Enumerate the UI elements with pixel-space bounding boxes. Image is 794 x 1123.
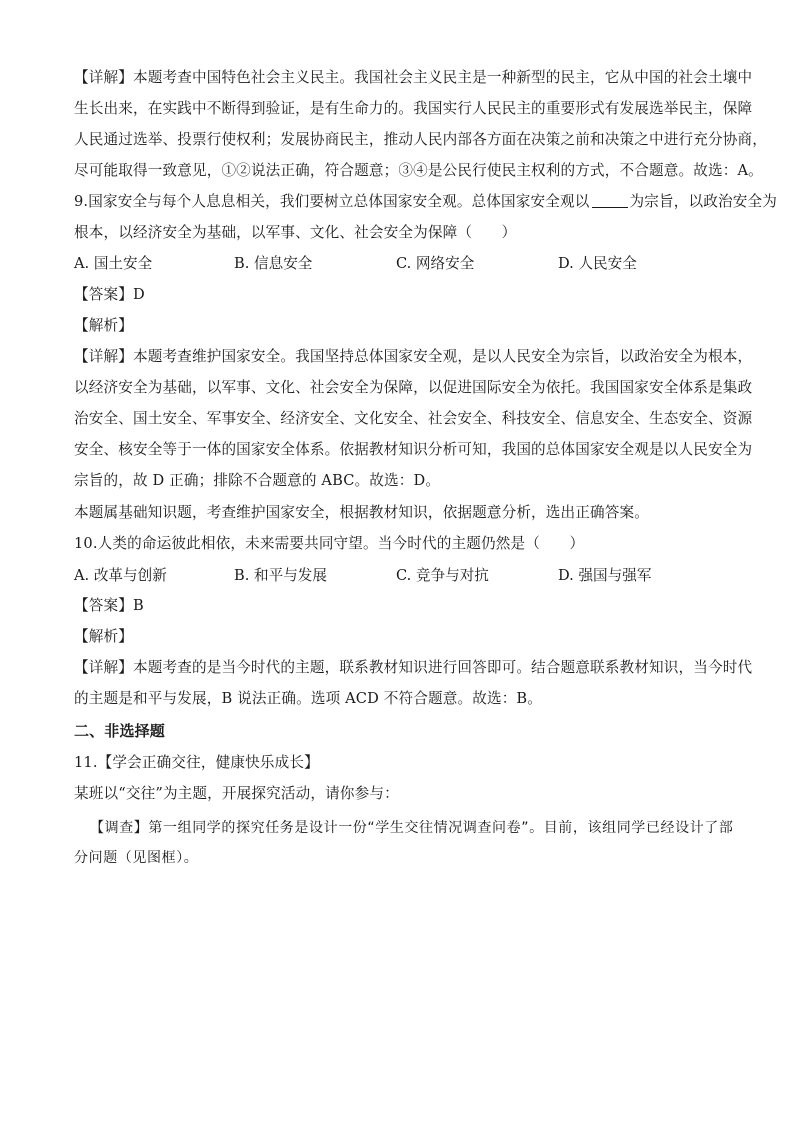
q8-detail-line: 尽可能取得一致意见，①②说法正确，符合题意；③④是公民行使民主权利的方式，不合题意。故选：A。	[74, 162, 763, 179]
q9-stem-part-a: 9.国家安全与每个人息息相关，我们要树立总体国家安全观。总体国家安全观以	[74, 193, 590, 210]
q10-option-a: A. 改革与创新	[74, 567, 167, 584]
q9-option-d: D. 人民安全	[558, 255, 637, 272]
q9-detail-line: 安全、核安全等于一体的国家安全体系。依据教材知识分析可知，我国的总体国家安全观是以人民安全为	[74, 441, 753, 458]
q8-detail-line: 【详解】本题考查中国特色社会主义民主。我国社会主义民主是一种新型的民主，它从中国的社会土壤中	[74, 69, 753, 86]
q9-analysis-label: 【解析】	[74, 317, 133, 334]
q10-stem: 10.人类的命运彼此相依，未来需要共同守望。当今时代的主题仍然是（ ）	[74, 535, 585, 552]
q10-answer: 【答案】B	[74, 597, 144, 614]
q9-detail-line: 以经济安全为基础，以军事、文化、社会安全为保障，以促进国际安全为依托。我国国家安全体系是集政	[74, 379, 753, 396]
q10-option-d: D. 强国与强军	[558, 567, 652, 584]
q8-detail-line: 人民通过选举、投票行使权利；发展协商民主，推动人民内部各方面在决策之前和决策之中进行充分协商，	[74, 131, 767, 148]
q10-detail-line: 【详解】本题考查的是当今时代的主题，联系教材知识进行回答即可。结合题意联系教材知识，当今时代	[74, 659, 753, 676]
q9-detail-line: 宗旨的，故 D 正确；排除不合题意的 ABC。故选：D。	[74, 472, 441, 489]
survey-text-line: 【调查】第一组同学的探究任务是设计一份“学生交往情况调查问卷”。目前，该组同学已经设计了部	[90, 820, 734, 836]
q11-intro: 某班以“交往”为主题，开展探究活动，请你参与：	[74, 785, 399, 802]
q9-option-b: B. 信息安全	[234, 255, 313, 272]
q10-option-b: B. 和平与发展	[234, 567, 327, 584]
q9-stem-part-b: 为宗旨，以政治安全为	[629, 193, 777, 210]
q11-title: 11.【学会正确交往，健康快乐成长】	[74, 754, 319, 771]
q9-detail-line: 治安全、国土安全、军事安全、经济安全、文化安全、社会安全、科技安全、信息安全、生态安全、资源	[74, 410, 753, 427]
survey-text-line: 分问题（见图框）。	[74, 850, 199, 866]
q9-stem	[74, 192, 777, 212]
q8-detail-line: 生长出来，在实践中不断得到验证，是有生命力的。我国实行人民民主的重要形式有发展选举民主，保障	[74, 100, 753, 117]
q9-option-a: A. 国土安全	[74, 255, 153, 272]
q10-option-c: C. 竞争与对抗	[396, 567, 489, 584]
section-heading: 二、非选择题	[74, 722, 165, 740]
answer-blank	[592, 193, 628, 208]
q10-analysis-label: 【解析】	[74, 628, 133, 645]
q9-answer: 【答案】D	[74, 286, 145, 303]
q9-note: 本题属基础知识题，考查维护国家安全，根据教材知识，依据题意分析，选出正确答案。	[74, 504, 650, 521]
q9-detail-line: 【详解】本题考查维护国家安全。我国坚持总体国家安全观，是以人民安全为宗旨，以政治安全为根本，	[74, 348, 753, 365]
q10-detail-line: 的主题是和平与发展，B 说法正确。选项 ACD 不符合题意。故选：B。	[74, 690, 543, 707]
q9-option-c: C. 网络安全	[396, 255, 475, 272]
q9-stem-line2: 根本，以经济安全为基础，以军事、文化、社会安全为保障（ ）	[74, 224, 517, 241]
